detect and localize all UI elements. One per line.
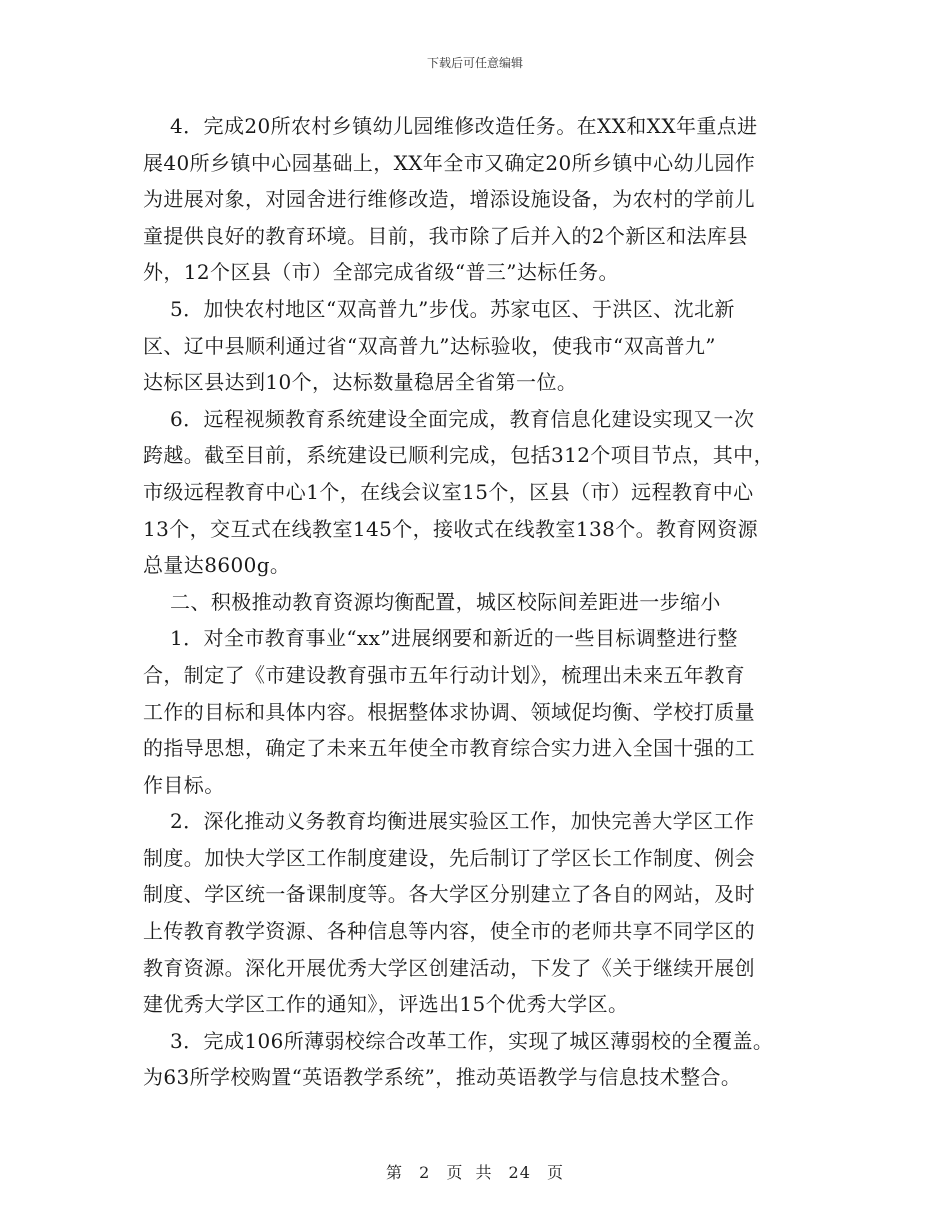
text-line: 2．深化推动义务教育均衡进展实验区工作，加快完善大学区工作 [143, 809, 755, 834]
text-line: 外，12个区县（市）全部完成省级“普三”达标任务。 [143, 260, 619, 285]
text-line: 为63所学校购置“英语教学系统”，推动英语教学与信息技术整合。 [143, 1065, 742, 1090]
footer-total-pages: 24 [508, 1163, 531, 1182]
text-line: 13个，交互式在线教室145个，接收式在线教室138个。教育网资源 [143, 516, 758, 541]
text-line: 制度。加快大学区工作制度建设，先后制订了学区长工作制度、例会 [143, 845, 755, 870]
footer-prefix: 第 [385, 1163, 403, 1182]
footer-middle: 页 共 [446, 1163, 493, 1182]
text-line: 教育资源。深化开展优秀大学区创建活动，下发了《关于继续开展创 [143, 955, 755, 980]
text-line: 区、辽中县顺利通过省“双高普九”达标验收，使我市“双高普九” [143, 333, 716, 358]
text-line: 展40所乡镇中心园基础上，XX年全市又确定20所乡镇中心幼儿园作 [143, 150, 756, 175]
text-line: 市级远程教育中心1个，在线会议室15个，区县（市）远程教育中心 [143, 479, 754, 504]
text-line: 建优秀大学区工作的通知》，评选出15个优秀大学区。 [143, 992, 629, 1017]
text-line: 制度、学区统一备课制度等。各大学区分别建立了各自的网站，及时 [143, 882, 755, 907]
text-line: 的指导思想，确定了未来五年使全市教育综合实力进入全国十强的工 [143, 736, 755, 761]
document-body [143, 108, 815, 1096]
footer-suffix: 页 [547, 1163, 565, 1182]
text-line: 总量达8600g。 [143, 553, 291, 578]
text-line: 3．完成106所薄弱校综合改革工作，实现了城区薄弱校的全覆盖。 [143, 1028, 774, 1053]
text-line: 二、积极推动教育资源均衡配置，城区校际间差距进一步缩小 [143, 589, 721, 614]
text-line: 童提供良好的教育环境。目前，我市除了后并入的2个新区和法库县 [143, 223, 748, 248]
text-line: 达标区县达到10个，达标数量稳居全省第一位。 [143, 370, 578, 395]
text-line: 工作的目标和具体内容。根据整体求协调、领域促均衡、学校打质量 [143, 699, 755, 724]
page-footer [0, 1160, 950, 1183]
text-line: 5．加快农村地区“双高普九”步伐。苏家屯区、于洪区、沈北新 [143, 296, 735, 321]
text-line: 上传教育教学资源、各种信息等内容，使全市的老师共享不同学区的 [143, 919, 755, 944]
page-header: 下载后可任意编辑 [426, 56, 523, 70]
text-line: 4．完成20所农村乡镇幼儿园维修改造任务。在XX和XX年重点进 [143, 114, 758, 138]
text-line: 为进展对象，对园舍进行维修改造，增添设施设备，为农村的学前儿 [143, 187, 755, 212]
footer-page-number: 2 [419, 1163, 431, 1182]
text-line: 作目标。 [143, 772, 225, 797]
text-line: 跨越。截至目前，系统建设已顺利完成，包括312个项目节点，其中， [143, 443, 774, 468]
text-line: 1．对全市教育事业“xx”进展纲要和新近的一些目标调整进行整 [143, 626, 738, 651]
text-line: 合，制定了《市建设教育强市五年行动计划》，梳理出未来五年教育 [143, 662, 745, 687]
text-line: 6．远程视频教育系统建设全面完成，教育信息化建设实现又一次 [143, 406, 755, 431]
